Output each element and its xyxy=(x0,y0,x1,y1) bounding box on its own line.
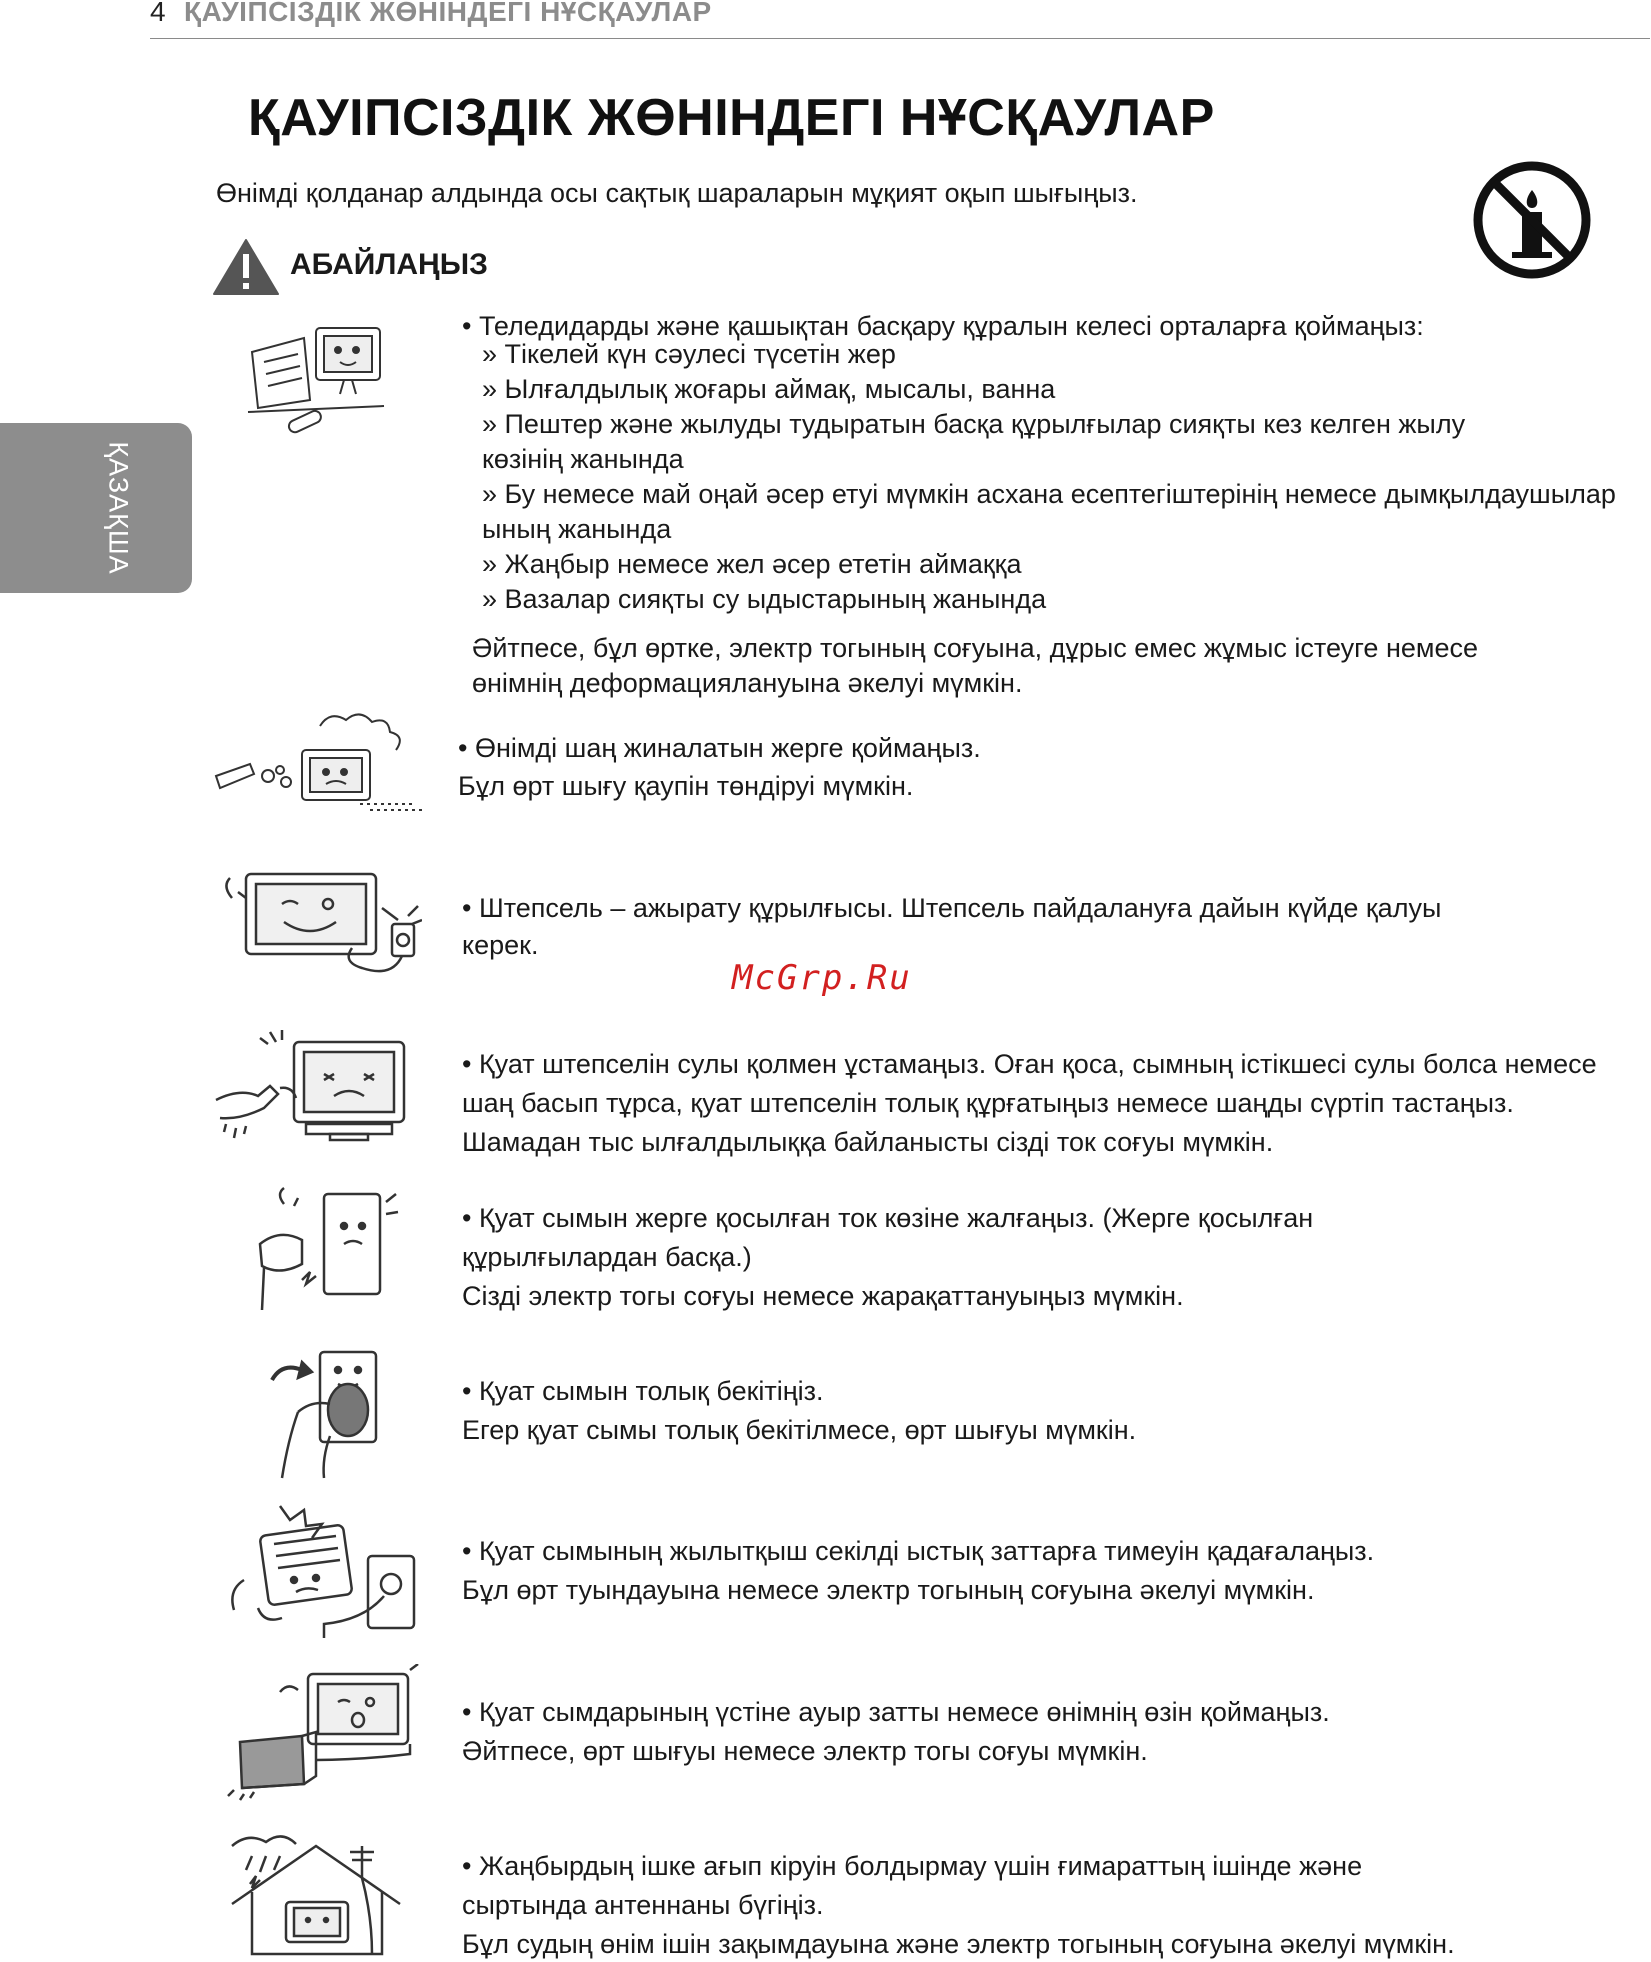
item-6-line: Егер қуат сымы толық бекітілмесе, өрт шығуы мүмкін. xyxy=(462,1415,1137,1445)
item-1-tail: өнімнің деформациялануына әкелуі мүмкін. xyxy=(472,668,1023,698)
item-9-line: Бұл судың өнім ішін зақымдауына және электр тогының соғуына әкелуі мүмкін. xyxy=(462,1929,1455,1959)
page-title: ҚАУІПСІЗДІК ЖӨНІНДЕГІ НҰСҚАУЛАР xyxy=(248,89,1215,147)
running-header xyxy=(150,0,1650,39)
item-4-line: Шамадан тыс ылғалдылыққа байланысты сізді ток соғуы мүмкін. xyxy=(462,1127,1274,1157)
item-5-line: • Қуат сымын жерге қосылған ток көзіне жалғаңыз. (Жерге қосылған xyxy=(462,1203,1314,1233)
running-title: ҚАУІПСІЗДІК ЖӨНІНДЕГІ НҰСҚАУЛАР xyxy=(184,0,712,27)
item-1-sub: көзінің жанында xyxy=(482,444,684,474)
item-1-sub: » Ылғалдылық жоғары аймақ, мысалы, ванна xyxy=(482,374,1056,404)
item-1-sub: » Пештер және жылуды тудыратын басқа құрылғылар сияқты кез келген жылу xyxy=(482,409,1466,439)
item-2-line: • Өнімді шаң жиналатын жерге қоймаңыз. xyxy=(458,733,981,763)
item-5-line: құрылғылардан басқа.) xyxy=(462,1242,752,1272)
item-5-line: Сізді электр тогы соғуы немесе жарақаттануыңыз мүмкін. xyxy=(462,1281,1184,1311)
tv-plug-smile-illustration xyxy=(212,868,422,988)
item-9-line: • Жаңбырдың ішке ағып кіруін болдырмау үшін ғимараттың ішінде және xyxy=(462,1851,1363,1881)
caution-label: АБАЙЛАҢЫЗ xyxy=(290,248,488,281)
intro-text: Өнімді қолданар алдында осы сақтық шараларын мұқият оқып шығыңыз. xyxy=(216,178,1138,208)
item-8-line: Әйтпесе, өрт шығуы немесе электр тогы соғуы мүмкін. xyxy=(462,1736,1148,1766)
heavy-object-cord-illustration xyxy=(220,1664,430,1804)
tv-wet-hand-plug-illustration xyxy=(210,1028,435,1153)
item-6-line: • Қуат сымын толық бекітіңіз. xyxy=(462,1376,824,1406)
item-9-line: сыртында антеннаны бүгіңіз. xyxy=(462,1890,824,1920)
heater-cord-illustration xyxy=(224,1500,424,1640)
item-4-line: • Қуат штепселін сулы қолмен ұстамаңыз. Оған қоса, сымның істікшесі сулы болса немесе xyxy=(462,1049,1597,1079)
item-1-sub: ының жанында xyxy=(482,514,672,544)
item-8-line: • Қуат сымдарының үстіне ауыр затты немесе өнімнің өзін қоймаңыз. xyxy=(462,1697,1330,1727)
item-4-line: шаң басып тұрса, қуат штепселін толық құрғатыңыз немесе шаңды сүртіп тастаңыз. xyxy=(462,1088,1514,1118)
item-1-sub: » Вазалар сияқты су ыдыстарының жанында xyxy=(482,584,1047,614)
warning-triangle-icon xyxy=(212,238,280,296)
item-2-line: Бұл өрт шығу қаупін төндіруі мүмкін. xyxy=(458,771,914,801)
language-side-tab xyxy=(0,423,192,593)
page-number: 4 xyxy=(150,0,166,27)
no-candle-icon xyxy=(1472,160,1592,280)
watermark: McGrp.Ru xyxy=(732,958,912,998)
house-antenna-rain-illustration xyxy=(222,1826,412,1956)
item-1-sub: » Тікелей күн сәулесі түсетін жер xyxy=(482,339,896,369)
item-1-lead: • Теледидарды және қашықтан басқару құралын келесі орталарға қоймаңыз: xyxy=(462,311,1424,341)
item-1-sub: » Жаңбыр немесе жел әсер ететін аймаққа xyxy=(482,549,1022,579)
tv-dust-illustration xyxy=(210,706,430,816)
grounded-outlet-illustration xyxy=(240,1184,400,1314)
language-label: ҚАЗАҚША xyxy=(103,441,134,575)
item-3-line: • Штепсель – ажырату құрылғысы. Штепсель пайдалануға дайын күйде қалуы xyxy=(462,893,1442,923)
item-1-sub: » Бу немесе май оңай әсер етуі мүмкін асхана есептегіштерінің немесе дымқылдаушылар xyxy=(482,479,1616,509)
item-3-line: керек. xyxy=(462,930,539,960)
item-7-line: • Қуат сымының жылытқыш секілді ыстық заттарға тимеуін қадағалаңыз. xyxy=(462,1536,1375,1566)
plug-insert-illustration xyxy=(268,1340,393,1480)
tv-sunlight-remote-illustration xyxy=(244,312,404,442)
item-7-line: Бұл өрт туындауына немесе электр тогының соғуына әкелуі мүмкін. xyxy=(462,1575,1315,1605)
item-1-tail: Әйтпесе, бұл өртке, электр тогының соғуына, дұрыс емес жұмыс істеуге немесе xyxy=(472,633,1478,663)
